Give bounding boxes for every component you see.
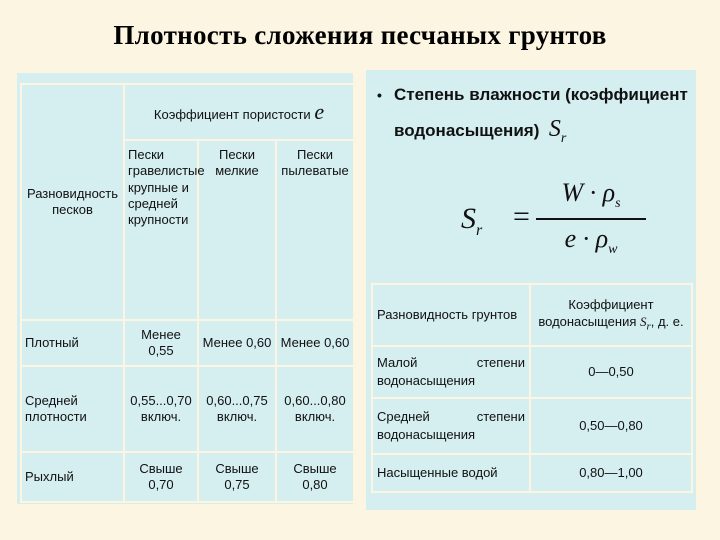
bullet-icon: •: [377, 87, 382, 103]
saturation-table: [371, 283, 693, 493]
row-name: Насыщенные водой: [372, 454, 530, 492]
variety-header: Разновидность песков: [21, 84, 124, 320]
cell-value: Менее 0,55: [124, 320, 198, 366]
column-header-coarse: Пески гравелистые крупные и средней крупности: [124, 140, 198, 320]
table-row: [372, 454, 692, 492]
porosity-panel: [17, 73, 353, 504]
cell-value: 0—0,50: [530, 346, 692, 398]
coef-symbol: e: [314, 99, 325, 125]
row-name: Рыхлый: [21, 452, 124, 502]
porosity-table: [20, 83, 355, 503]
table-row: [21, 452, 354, 502]
sat-col2-header: Коэффициент водонасыщения $S_r$, д. е.: [530, 284, 692, 346]
row-name: Плотный: [21, 320, 124, 366]
saturation-symbol: $S_r$: [548, 116, 567, 146]
coef-header-label: Коэффициент пористости: [153, 107, 311, 123]
cell-value: 0,50—0,80: [530, 398, 692, 454]
page-title: Плотность сложения песчаных грунтов: [113, 20, 607, 50]
cell-value: 0,60...0,75 включ.: [198, 366, 276, 452]
saturation-panel: [366, 70, 696, 510]
row-name: Малой степени водонасыщения: [372, 346, 530, 398]
formula-lhs: $S_r$: [461, 202, 483, 239]
cell-value: Свыше 0,80: [276, 452, 354, 502]
row-name: Средней степени водонасыщения: [372, 398, 530, 454]
saturation-heading-text: Степень влажности (коэффициент водонасыщения): [394, 85, 688, 140]
column-header-silty: Пески пылеватые: [276, 140, 354, 320]
table-row: [372, 398, 692, 454]
saturation-formula: [461, 178, 671, 268]
cell-value: Менее 0,60: [198, 320, 276, 366]
cell-value: Свыше 0,75: [198, 452, 276, 502]
table-row: [21, 320, 354, 366]
formula-numerator: $W \cdot \rho_s$: [561, 178, 621, 212]
row-name: Средней плотности: [21, 366, 124, 452]
cell-value: 0,80—1,00: [530, 454, 692, 492]
table-row: [372, 346, 692, 398]
table-row: [21, 366, 354, 452]
formula-denominator: $e \cdot \rho_w$: [564, 224, 618, 258]
sat-col1-header: Разновидность грунтов: [372, 284, 530, 346]
fraction-bar: [536, 218, 646, 220]
cell-value: 0,55...0,70 включ.: [124, 366, 198, 452]
column-header-fine: Пески мелкие: [198, 140, 276, 320]
cell-value: Свыше 0,70: [124, 452, 198, 502]
saturation-heading: [378, 78, 693, 156]
cell-value: 0,60...0,80 включ.: [276, 366, 354, 452]
coef-header: [124, 84, 354, 140]
formula-equals: =: [513, 200, 530, 233]
cell-value: Менее 0,60: [276, 320, 354, 366]
